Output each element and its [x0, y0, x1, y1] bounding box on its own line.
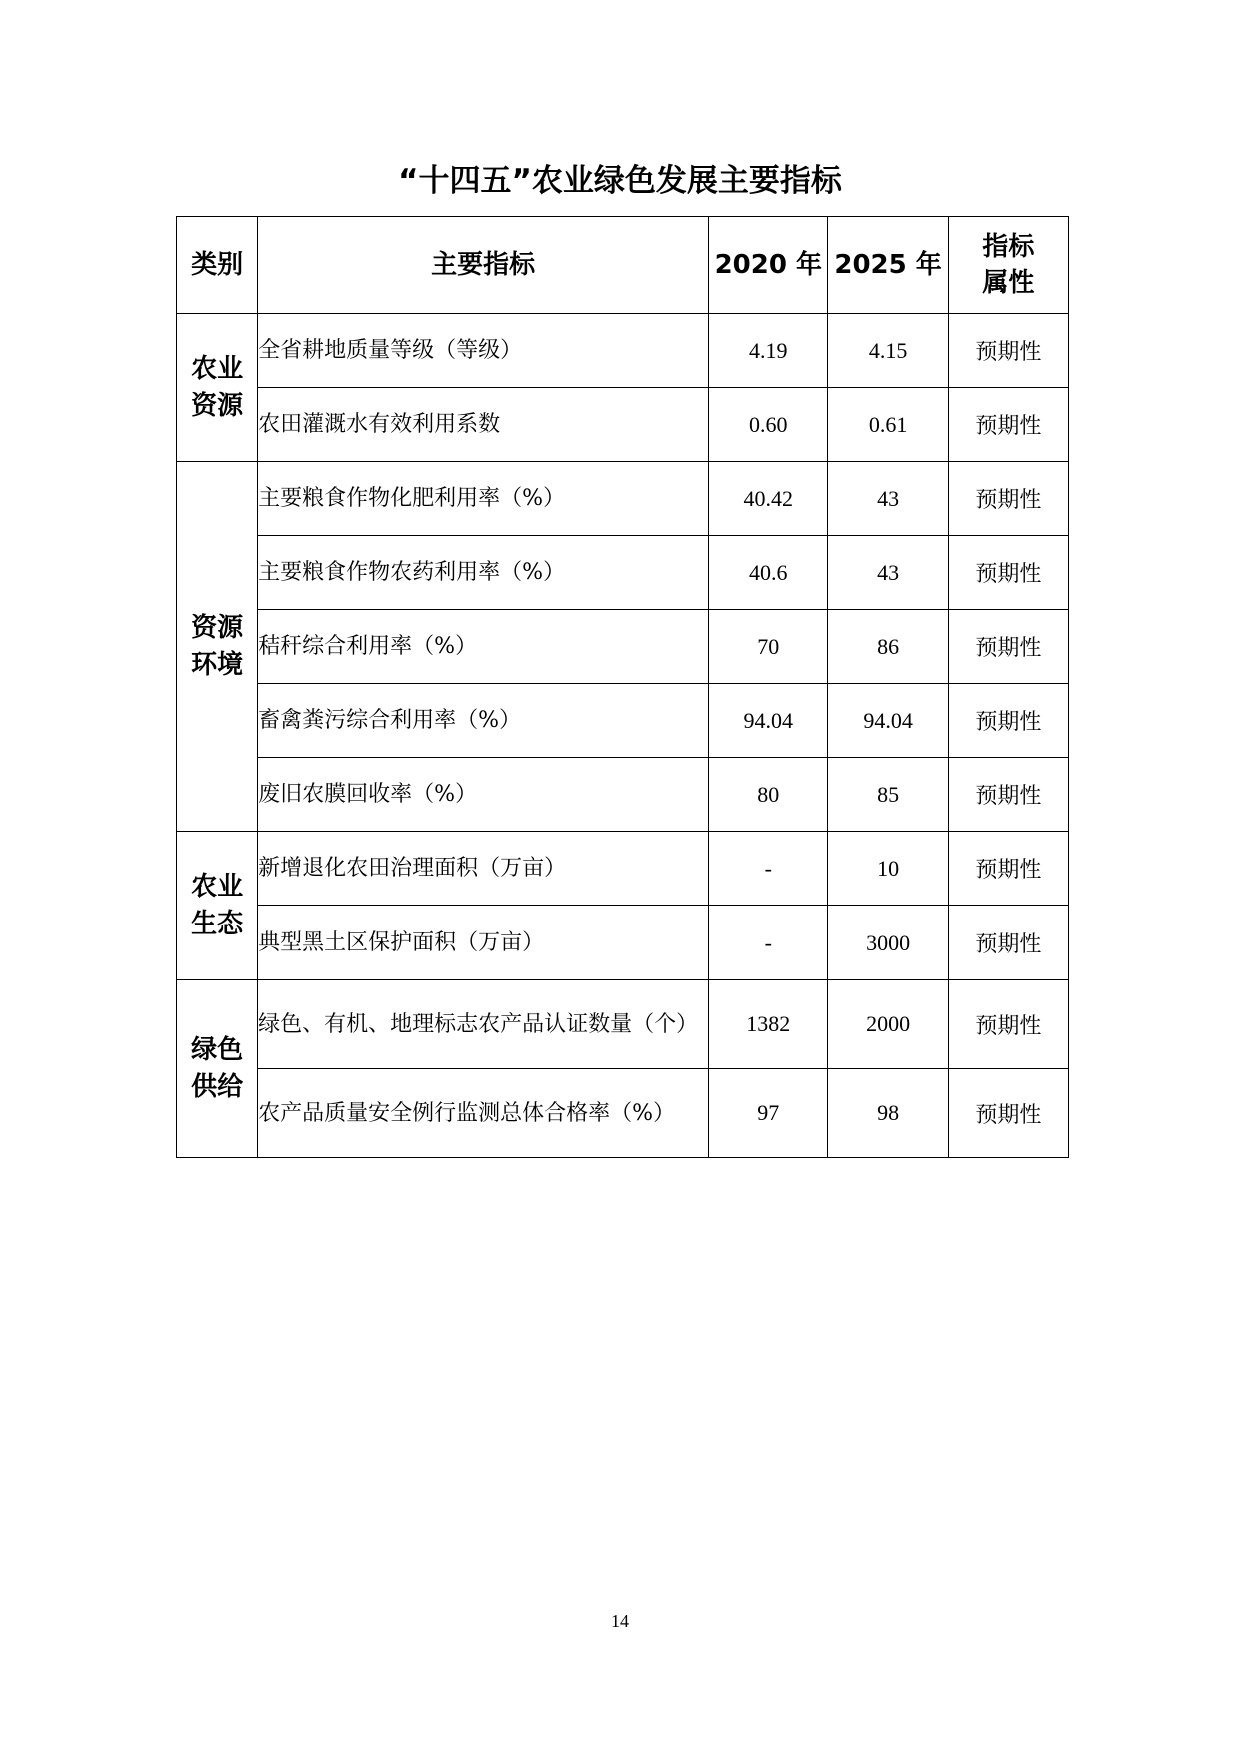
category-cell: [177, 832, 258, 980]
table-row: [177, 536, 1069, 610]
header-category: 类别: [177, 217, 258, 314]
value-2025-cell: 94.04: [828, 684, 948, 758]
attribute-cell: 预期性: [948, 684, 1068, 758]
indicator-cell: 废旧农膜回收率（%）: [258, 758, 709, 832]
table-row: [177, 684, 1069, 758]
value-2025-cell: 98: [828, 1069, 948, 1158]
value-2020-cell: 0.60: [709, 388, 828, 462]
value-2020-cell: 1382: [709, 980, 828, 1069]
header-2020: 2020 年: [709, 217, 828, 314]
value-2020-cell: 97: [709, 1069, 828, 1158]
table-row: [177, 610, 1069, 684]
attribute-cell: 预期性: [948, 314, 1068, 388]
table-row: [177, 462, 1069, 536]
indicator-cell: 主要粮食作物农药利用率（%）: [258, 536, 709, 610]
value-2020-cell: 40.6: [709, 536, 828, 610]
indicator-cell: 绿色、有机、地理标志农产品认证数量（个）: [258, 980, 709, 1069]
value-2025-cell: 0.61: [828, 388, 948, 462]
value-2020-cell: -: [709, 906, 828, 980]
category-cell: [177, 462, 258, 832]
attribute-cell: 预期性: [948, 1069, 1068, 1158]
indicator-cell: 秸秆综合利用率（%）: [258, 610, 709, 684]
indicator-cell: 全省耕地质量等级（等级）: [258, 314, 709, 388]
header-2025: 2025 年: [828, 217, 948, 314]
category-label: 农业生态: [191, 871, 244, 939]
attribute-cell: 预期性: [948, 832, 1068, 906]
header-attribute: [948, 217, 1068, 314]
indicator-cell: 畜禽粪污综合利用率（%）: [258, 684, 709, 758]
header-attribute-label: 指标属性: [982, 232, 1035, 298]
category-label: 资源环境: [191, 612, 244, 680]
value-2025-cell: 43: [828, 462, 948, 536]
attribute-cell: 预期性: [948, 462, 1068, 536]
indicator-cell: 农产品质量安全例行监测总体合格率（%）: [258, 1069, 709, 1158]
table-row: [177, 980, 1069, 1069]
value-2025-cell: 10: [828, 832, 948, 906]
table-row: [177, 314, 1069, 388]
category-cell: [177, 314, 258, 462]
indicator-cell: 典型黑土区保护面积（万亩）: [258, 906, 709, 980]
value-2020-cell: 40.42: [709, 462, 828, 536]
category-cell: [177, 980, 258, 1158]
value-2020-cell: -: [709, 832, 828, 906]
value-2025-cell: 3000: [828, 906, 948, 980]
value-2020-cell: 70: [709, 610, 828, 684]
category-label: 农业资源: [191, 353, 244, 421]
attribute-cell: 预期性: [948, 388, 1068, 462]
indicator-cell: 主要粮食作物化肥利用率（%）: [258, 462, 709, 536]
page-title: “十四五”农业绿色发展主要指标: [398, 163, 842, 199]
table-header-row: [177, 217, 1069, 314]
value-2025-cell: 4.15: [828, 314, 948, 388]
attribute-cell: 预期性: [948, 610, 1068, 684]
value-2020-cell: 4.19: [709, 314, 828, 388]
indicators-table: [176, 216, 1069, 1158]
table-row: [177, 832, 1069, 906]
value-2020-cell: 80: [709, 758, 828, 832]
value-2025-cell: 85: [828, 758, 948, 832]
value-2025-cell: 2000: [828, 980, 948, 1069]
table-row: [177, 388, 1069, 462]
table-row: [177, 906, 1069, 980]
indicator-cell: 农田灌溉水有效利用系数: [258, 388, 709, 462]
table-row: [177, 1069, 1069, 1158]
attribute-cell: 预期性: [948, 906, 1068, 980]
page-number: 14: [611, 1611, 629, 1631]
value-2025-cell: 86: [828, 610, 948, 684]
value-2020-cell: 94.04: [709, 684, 828, 758]
attribute-cell: 预期性: [948, 758, 1068, 832]
indicator-cell: 新增退化农田治理面积（万亩）: [258, 832, 709, 906]
attribute-cell: 预期性: [948, 980, 1068, 1069]
attribute-cell: 预期性: [948, 536, 1068, 610]
value-2025-cell: 43: [828, 536, 948, 610]
header-indicator: 主要指标: [258, 217, 709, 314]
table-row: [177, 758, 1069, 832]
category-label: 绿色供给: [191, 1034, 244, 1102]
